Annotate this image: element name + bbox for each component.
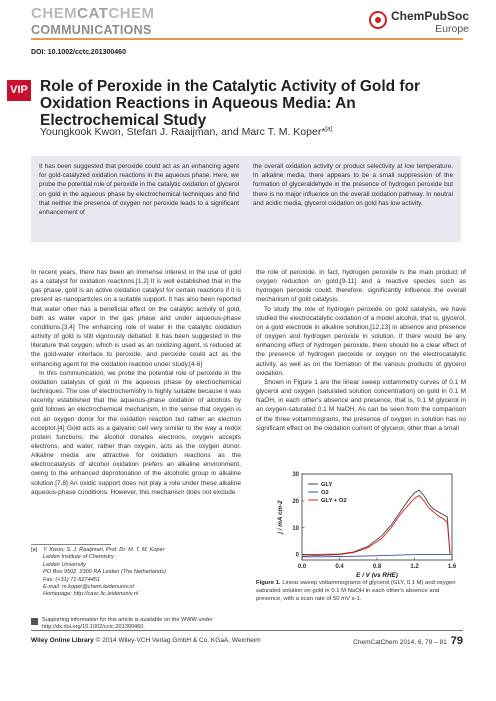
doi[interactable]: DOI: 10.1002/cctc.201300460 (31, 49, 126, 56)
publisher-text (391, 10, 469, 36)
journal-name-part2: CAT (77, 5, 109, 22)
legend-label: O2 (321, 490, 329, 496)
y-tick-label: 0 (295, 552, 299, 559)
supporting-info-icon (31, 618, 38, 625)
figure-caption-label: Figure 1. (256, 580, 281, 586)
affiliation-line: PO Box 9502, 2300 RA Leiden (The Netherlands) (43, 569, 166, 576)
legend-label: GLY (321, 482, 333, 488)
author-affiliation-mark: [a] (325, 126, 333, 133)
figure-caption-text: Linear sweep voltammograms of glycerol (GLY, 0.1 M) and oxygen saturated solution on gold in 0.1 M NaOH in each other's absence and presence, with a scan rate of 50 mV s-1. (256, 580, 456, 603)
publisher-logo (369, 10, 469, 36)
abstract-box (31, 156, 461, 242)
body-paragraph: In this communication, we probe the potential role of peroxide in the oxidation catalysis of gold in the aqueous phase by electrochemical techniques. The use of electrochemistry is highly suitable because it was recently established that the aqueous-phase oxidation of alcohols by gold follows an electrochemical mechanism, in the sense that oxygen is not an oxygen donor for the oxidation reaction but rather an electron acceptor.[4] Gold acts as a galvanic cell very similar to the way a redox protein functions: the alcohol donates electrons, oxygen accepts electrons, and water, rather than oxygen, acts as the oxygen donor. Alkaline media are attractive for oxidation reactions as the electrocatalysis of alcohol oxidation prefers an alkaline environment, owing to the enhanced deprotonation of the alcoholic group in alkaline solution.[7,8] An oxidic support does not play a role under these alkaline aqueous-phase conditions. However, this mechanism does not exclude (31, 369, 241, 496)
header-rule (31, 38, 463, 40)
publisher-name: ChemPubSoc (391, 9, 470, 23)
footer-copyright-text: © 2014 Wiley-VCH Verlag GmbH & Co. KGaA, Weinheim (93, 637, 261, 644)
affiliation-line: Y. Kwon, S. J. Raaijman, Prof. Dr. M. T. M. Koper (43, 547, 165, 553)
abstract-part-1: It has been suggested that peroxide could act as an enhancing agent for gold-catalyzed oxidation reactions in the aqueous phase. Here, we probe the potential role of peroxide in the catalytic oxidation of glycerol on gold in the aqueous phase by electrochemical techniques and find that neither the presence of oxygen nor peroxide leads to a significant enhancement of (39, 163, 239, 217)
section-label: COMMUNICATIONS (31, 23, 152, 37)
y-axis-label: j / mA cm-2 (277, 500, 284, 534)
figure-1-chart (262, 468, 462, 578)
footer-copyright (31, 637, 261, 644)
x-tick-label: 1.6 (447, 564, 457, 570)
affiliation-homepage[interactable]: Homepage: http://casc.lic.leidenuniv.nl (43, 591, 139, 598)
figure-caption (256, 579, 464, 604)
y-tick-label: 20 (292, 498, 299, 505)
journal-name (31, 7, 155, 21)
footer-rule (31, 630, 463, 631)
x-tick-label: 1.2 (410, 564, 419, 570)
x-axis-label: E / V (vs RHE) (356, 572, 398, 578)
vip-badge: VIP (7, 80, 31, 101)
legend-label: GLY + O2 (321, 498, 347, 504)
supporting-info-text[interactable]: Supporting information for this article is available on the WWW under http://dx.doi.org/10.1002/cctc.201300460. (42, 617, 213, 631)
body-column-left (31, 268, 241, 497)
footnote-rule (31, 544, 111, 545)
publisher-sub: Europe (435, 23, 470, 35)
footer-citation-text: ChemCatChem 2014, 6, 79 – 81 (353, 639, 447, 646)
series-line-2 (302, 496, 450, 557)
body-paragraph: To study the role of hydrogen peroxide on gold catalysis, we have studied the electrocatalytic oxidation of a model alcohol, that is, glycerol, on a gold electrode in alkaline solution,[12,13] in absence and presence of oxygen and hydrogen peroxide in solution. If there would be any enhancing effect of hydrogen peroxide, there should be a clear effect of the presence of hydrogen peroxide or oxygen on the electrocatalytic activity, as well as on the formation of the various products of glycerol oxidation. (256, 305, 466, 377)
affiliation-line: Leiden University (43, 561, 86, 568)
abstract-part-2: the overall oxidation activity or product selectivity at low temperature. In alkaline media, there appears to be a small suppression of the formation of glyceraldehyde in the presence of hydrogen peroxide but there is no major influence on the overall oxidation pathway. In neutral and acidic media, glycerol oxidation on gold has low activity. (253, 163, 453, 207)
body-paragraph: the role of peroxide. In fact, hydrogen peroxide is the main product of oxygen reduction on gold,[9-11] and a reactive species such as hydrogen peroxide could, therefore, significantly influence the overall mechanism of gold catalysis. (256, 269, 466, 304)
x-tick-label: 0.8 (372, 564, 382, 570)
affiliation-line: Leiden Institute of Chemistry (43, 554, 114, 561)
body-paragraph: In recent years, there has been an immense interest in the use of gold as a catalyst for oxidation reactions.[1,2] It is well established that in the gas phase, gold is an active oxidation catalyst for certain reactions if it is present as nanoparticles on a suitable support. It has also been reported that water often has a beneficial effect on the catalytic activity of gold, both as water vapor in the gas phase and under aqueous-phase conditions.[3,4] The enhancing role of water in the catalytic oxidation activity of gold is still vigorously debated. It has been suggested in the literature that oxygen, which is used as an oxidizing agent, is reduced at the gold-water interface to peroxide, and peroxide could act as the enhancing agent for the oxidation reaction under study.[4-6] (31, 269, 241, 368)
author-names: Youngkook Kwon, Stefan J. Raaijman, and Marc T. M. Koper* (40, 126, 326, 138)
x-tick-label: 0.0 (297, 564, 307, 570)
x-tick-label: 0.4 (335, 564, 344, 570)
footer-citation (340, 635, 463, 647)
affiliation-email[interactable]: E-mail: m.koper@chem.leidenuniv.nl (43, 584, 134, 591)
journal-name-part3: CHEM (108, 5, 155, 22)
y-tick-label: 30 (292, 472, 299, 478)
page-number: 79 (450, 635, 463, 647)
affiliation-label: [a] (31, 547, 38, 553)
authors (40, 126, 332, 138)
y-tick-label: 10 (292, 525, 299, 532)
affiliation-line: Fax: (+31) 71-5274451 (43, 576, 101, 583)
affiliation-lines (43, 547, 241, 599)
publisher-emblem-icon (369, 11, 387, 29)
body-column-right (256, 268, 466, 433)
article-title: Role of Peroxide in the Catalytic Activity of Gold for Oxidation Reactions in Aqueous Media: An Electrochemical Study (40, 78, 421, 129)
affiliation-block (31, 547, 241, 599)
footer-wiley-link[interactable]: Wiley Online Library (31, 637, 94, 644)
body-paragraph: Shown in Figure 1 are the linear sweep voltammetry curves of 0.1 M glycerol and oxygen (saturated solution concentration) on gold in 0.1 M NaOH, in each other's absence and presence, that is, 0.1 M glycerol in an oxygen-saturated 0.1 M NaOH. As can be seen from the comparison of the three voltammograms, the presence of oxygen in solution has no significant effect on the oxidation current of glycerol, other than a small (256, 378, 466, 432)
journal-name-part1: CHEM (31, 5, 78, 22)
